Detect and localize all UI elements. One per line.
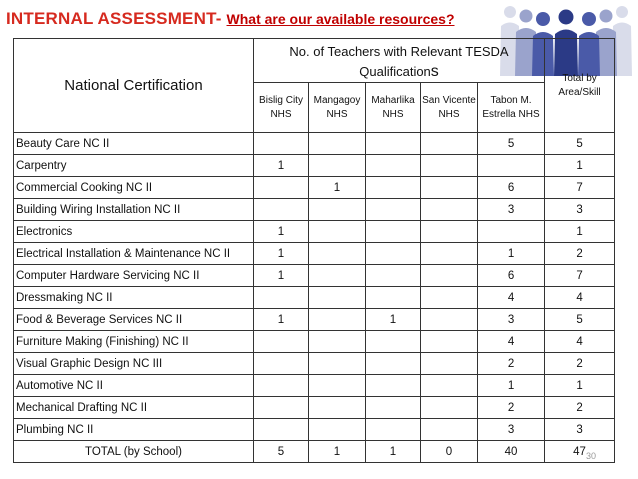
row-total-cell: 2 [545,397,615,419]
row-total-cell: 2 [545,243,615,265]
school-total-cell: 1 [366,441,421,463]
table-row [14,155,615,177]
count-cell [366,287,421,309]
count-cell [366,177,421,199]
count-cell [366,199,421,221]
count-cell [309,287,366,309]
teachers-qualification-header [254,39,545,83]
certification-cell: Food & Beverage Services NC II [14,309,254,331]
teachers-table [13,38,615,463]
count-cell [421,265,478,287]
group-header-suffix: s [430,63,439,80]
row-total-cell: 4 [545,331,615,353]
table-row [14,243,615,265]
count-cell [366,331,421,353]
count-cell: 4 [478,331,545,353]
table-row [14,419,615,441]
certification-cell: Automotive NC II [14,375,254,397]
count-cell [421,397,478,419]
count-cell [421,221,478,243]
count-cell: 3 [478,199,545,221]
table-row [14,309,615,331]
table-row [14,199,615,221]
count-cell [309,199,366,221]
row-total-cell: 7 [545,265,615,287]
count-cell [254,133,309,155]
school-total-cell: 0 [421,441,478,463]
title-subtitle: What are our available resources? [226,11,455,27]
slide-title [6,8,455,30]
table-row [14,375,615,397]
row-total-cell: 1 [545,221,615,243]
count-cell [366,155,421,177]
totals-row [14,441,615,463]
group-header-text: No. of Teachers with Relevant TESDA Qualification [289,44,509,79]
certification-cell: Mechanical Drafting NC II [14,397,254,419]
count-cell: 1 [478,243,545,265]
count-cell [478,221,545,243]
count-cell [421,331,478,353]
school-header: Mangagoy NHS [309,83,366,133]
certification-cell: Commercial Cooking NC II [14,177,254,199]
count-cell [421,353,478,375]
count-cell [309,353,366,375]
count-cell [366,419,421,441]
certification-cell: Carpentry [14,155,254,177]
count-cell [366,133,421,155]
row-total-cell: 5 [545,309,615,331]
school-header: Maharlika NHS [366,83,421,133]
certification-cell: Dressmaking NC II [14,287,254,309]
count-cell [309,397,366,419]
count-cell [254,419,309,441]
count-cell: 1 [254,221,309,243]
certification-cell: Furniture Making (Finishing) NC II [14,331,254,353]
count-cell: 1 [478,375,545,397]
title-main: INTERNAL ASSESSMENT- [6,9,227,28]
count-cell [421,133,478,155]
count-cell [309,155,366,177]
school-header: Tabon M. Estrella NHS [478,83,545,133]
school-header: Bislig City NHS [254,83,309,133]
certification-cell: Plumbing NC II [14,419,254,441]
school-total-cell: 5 [254,441,309,463]
count-cell [254,177,309,199]
school-total-cell: 1 [309,441,366,463]
certification-cell: Electronics [14,221,254,243]
school-header: San Vicente NHS [421,83,478,133]
count-cell [254,199,309,221]
count-cell [421,375,478,397]
row-total-cell: 1 [545,155,615,177]
table-row [14,221,615,243]
count-cell [366,265,421,287]
count-cell [309,243,366,265]
table-row [14,133,615,155]
count-cell [366,397,421,419]
row-total-cell: 1 [545,375,615,397]
row-total-cell: 3 [545,199,615,221]
table-row [14,177,615,199]
count-cell [421,309,478,331]
count-cell [309,309,366,331]
grand-total-cell: 47 [545,441,615,463]
table-row [14,353,615,375]
count-cell [421,419,478,441]
row-total-cell: 4 [545,287,615,309]
page-number: 30 [586,451,597,461]
totals-label: TOTAL (by School) [14,441,254,463]
table-row [14,397,615,419]
count-cell: 3 [478,309,545,331]
count-cell [421,155,478,177]
count-cell [421,199,478,221]
count-cell [254,397,309,419]
count-cell [366,221,421,243]
count-cell [309,375,366,397]
count-cell: 6 [478,265,545,287]
count-cell: 4 [478,287,545,309]
school-total-cell: 40 [478,441,545,463]
count-cell: 2 [478,353,545,375]
count-cell [366,353,421,375]
certification-cell: Building Wiring Installation NC II [14,199,254,221]
certification-cell: Computer Hardware Servicing NC II [14,265,254,287]
count-cell: 1 [254,309,309,331]
count-cell: 1 [254,265,309,287]
table-row [14,287,615,309]
row-total-cell: 2 [545,353,615,375]
count-cell [309,133,366,155]
count-cell [254,331,309,353]
row-total-cell: 3 [545,419,615,441]
count-cell [309,221,366,243]
table-row [14,331,615,353]
count-cell: 2 [478,397,545,419]
certification-cell: Visual Graphic Design NC III [14,353,254,375]
count-cell [366,243,421,265]
certification-cell: Beauty Care NC II [14,133,254,155]
count-cell: 3 [478,419,545,441]
row-total-cell: 5 [545,133,615,155]
count-cell: 6 [478,177,545,199]
national-certification-header: National Certification [14,39,254,133]
count-cell [478,155,545,177]
count-cell [421,177,478,199]
count-cell: 1 [309,177,366,199]
count-cell [309,265,366,287]
count-cell [254,375,309,397]
count-cell: 5 [478,133,545,155]
row-total-cell: 7 [545,177,615,199]
total-by-area-header: Total by Area/Skill [545,39,615,133]
count-cell: 1 [366,309,421,331]
count-cell [421,243,478,265]
table-body [14,133,615,463]
count-cell: 1 [254,243,309,265]
count-cell [254,287,309,309]
count-cell [254,353,309,375]
count-cell [309,331,366,353]
count-cell [366,375,421,397]
count-cell [421,287,478,309]
certification-cell: Electrical Installation & Maintenance NC II [14,243,254,265]
table-row [14,265,615,287]
count-cell: 1 [254,155,309,177]
count-cell [309,419,366,441]
